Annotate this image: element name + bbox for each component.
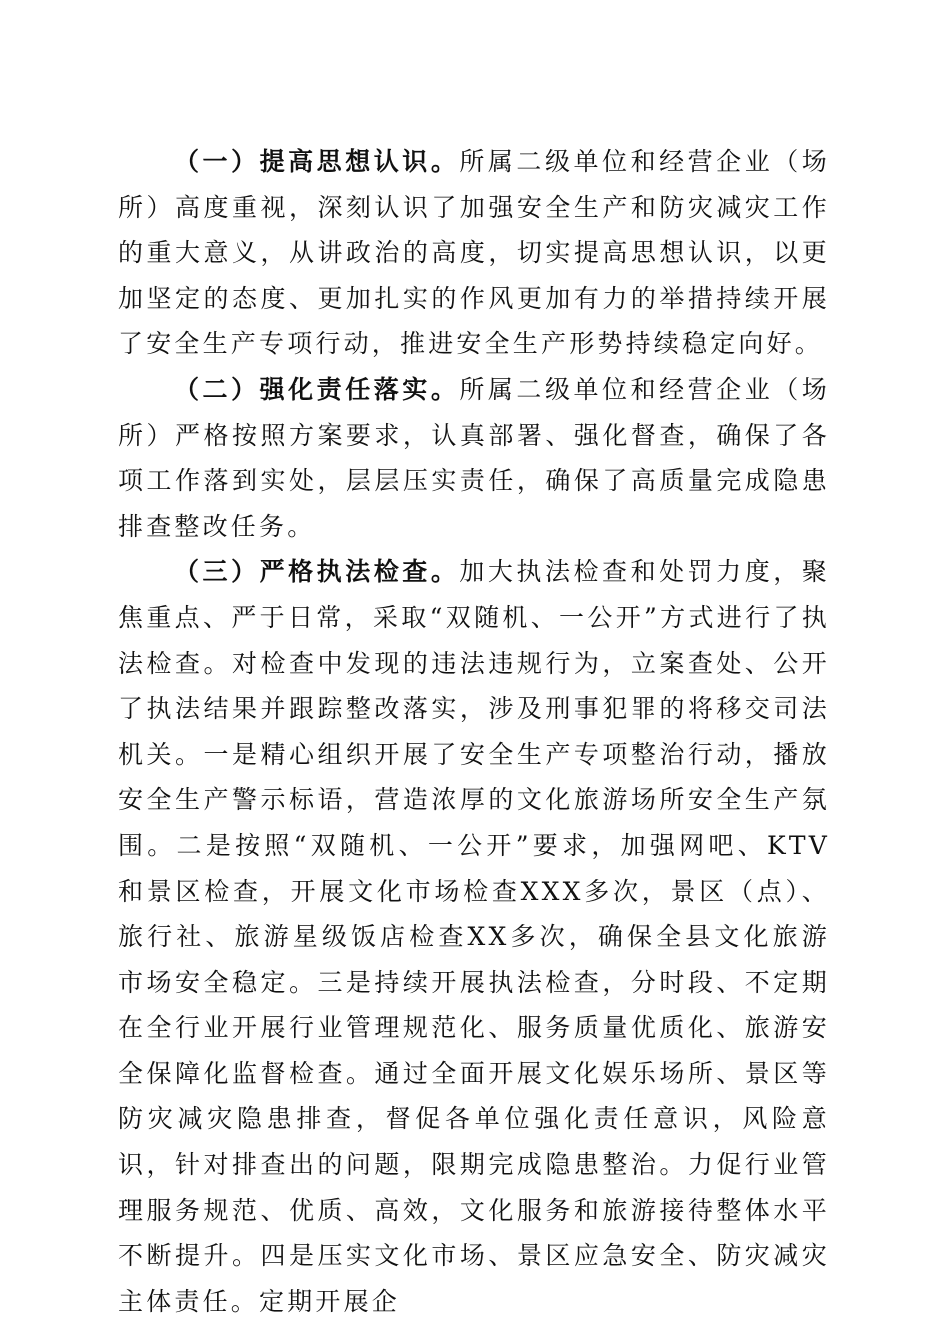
paragraph-heading: （二）强化责任落实。	[174, 374, 460, 404]
paragraph-heading: （三）严格执法检查。	[174, 557, 460, 587]
paragraph-body: 所属二级单位和经营企业（场所）高度重视，深刻认识了加强安全生产和防灾减灾工作的重大意义，从讲政治的高度，切实提高思想认识，以更加坚定的态度、更加扎实的作风更加有力的举措持续开展了安全生产专项行动，推进安全生产形势持续稳定向好。	[118, 147, 830, 359]
paragraph-3	[118, 549, 830, 1324]
paragraph-body: 所属二级单位和经营企业（场所）严格按照方案要求，认真部署、强化督查，确保了各项工作落到实处，层层压实责任，确保了高质量完成隐患排查整改任务。	[118, 374, 830, 541]
document-page	[118, 139, 830, 1324]
paragraph-1	[118, 139, 830, 367]
paragraph-2	[118, 367, 830, 549]
paragraph-heading: （一）提高思想认识。	[174, 147, 460, 176]
paragraph-body: 加大执法检查和处罚力度，聚焦重点、严于日常，采取“双随机、一公开”方式进行了执法检查。对检查中发现的违法违规行为，立案查处、公开了执法结果并跟踪整改落实，涉及刑事犯罪的将移交司法机关。一是精心组织开展了安全生产专项整治行动，播放安全生产警示标语，营造浓厚的文化旅游场所安全生产氛围。二是按照“双随机、一公开”要求，加强网吧、KTV和景区检查，开展文化市场检查XXX多次，景区（点）、旅行社、旅游星级饭店检查XX多次，确保全县文化旅游市场安全稳定。三是持续开展执法检查，分时段、不定期在全行业开展行业管理规范化、服务质量优质化、旅游安全保障化监督检查。通过全面开展文化娱乐场所、景区等防灾减灾隐患排查，督促各单位强化责任意识，风险意识，针对排查出的问题，限期完成隐患整治。力促行业管理服务规范、优质、高效，文化服务和旅游接待整体水平不断提升。四是压实文化市场、景区应急安全、防灾减灾主体责任。定期开展企	[118, 557, 830, 1316]
